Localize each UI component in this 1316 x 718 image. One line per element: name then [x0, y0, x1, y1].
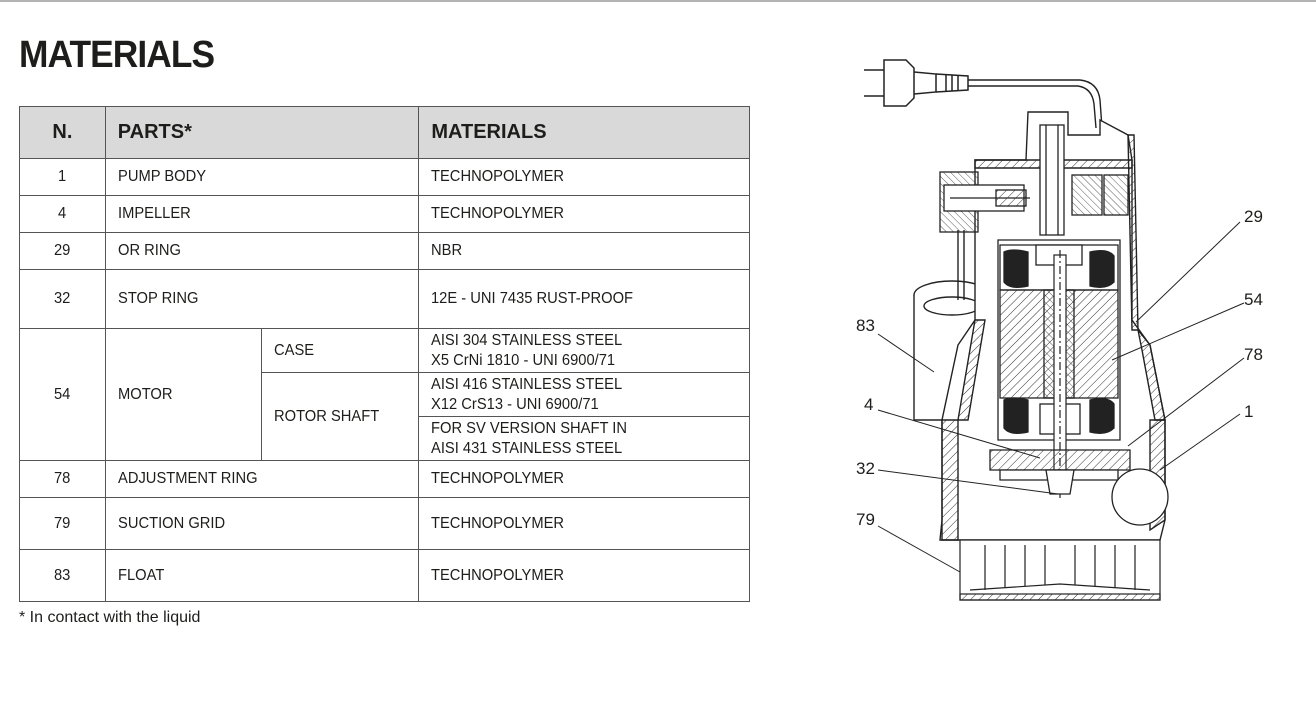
table-row [20, 159, 750, 196]
top-rule [0, 0, 1316, 2]
row-material: TECHNOPOLYMER [419, 550, 750, 602]
row-material: AISI 304 STAINLESS STEEL X5 CrNi 1810 - UNI 6900/71 [419, 329, 750, 373]
row-part: OR RING [105, 233, 419, 270]
table-row [20, 461, 750, 498]
page-title: MATERIALS [19, 34, 215, 76]
row-material: TECHNOPOLYMER [419, 159, 750, 196]
label-54: 54 [1244, 290, 1263, 309]
row-part: STOP RING [105, 270, 419, 329]
table-row [20, 329, 750, 373]
row-number: 4 [20, 196, 106, 233]
row-material: TECHNOPOLYMER [419, 461, 750, 498]
label-1: 1 [1244, 402, 1254, 421]
table-row [20, 233, 750, 270]
header-parts: PARTS* [105, 107, 419, 159]
row-number: 79 [20, 498, 106, 550]
suction-grid [960, 540, 1160, 600]
row-part: IMPELLER [105, 196, 419, 233]
row-number: 29 [20, 233, 106, 270]
table-row [20, 498, 750, 550]
materials-table [19, 106, 750, 602]
row-material: TECHNOPOLYMER [419, 196, 750, 233]
table-row [20, 550, 750, 602]
row-number: 78 [20, 461, 106, 498]
row-part: ADJUSTMENT RING [105, 461, 419, 498]
table-row [20, 270, 750, 329]
header-n: N. [20, 107, 106, 159]
row-material: FOR SV VERSION SHAFT IN AISI 431 STAINLESS STEEL [419, 417, 750, 461]
table-header-row [20, 107, 750, 159]
float-ball [1112, 469, 1168, 525]
label-79: 79 [856, 510, 875, 529]
row-material: TECHNOPOLYMER [419, 498, 750, 550]
row-material: 12E - UNI 7435 RUST-PROOF [419, 270, 750, 329]
row-number: 1 [20, 159, 106, 196]
row-number: 54 [20, 329, 106, 461]
row-number: 83 [20, 550, 106, 602]
row-part: PUMP BODY [105, 159, 419, 196]
label-83: 83 [856, 316, 875, 335]
row-subpart-rotor-shaft: ROTOR SHAFT [262, 373, 419, 461]
row-subpart-case: CASE [262, 329, 419, 373]
power-plug-icon [864, 60, 968, 106]
row-material: AISI 416 STAINLESS STEEL X12 CrS13 - UNI 6900/71 [419, 373, 750, 417]
header-materials: MATERIALS [419, 107, 750, 159]
table-row [20, 196, 750, 233]
label-29: 29 [1244, 207, 1263, 226]
footnote: * In contact with the liquid [19, 609, 201, 626]
row-number: 32 [20, 270, 106, 329]
label-4: 4 [864, 395, 874, 414]
row-part: SUCTION GRID [105, 498, 419, 550]
row-part: MOTOR [105, 329, 262, 461]
label-78: 78 [1244, 345, 1263, 364]
label-32: 32 [856, 459, 875, 478]
pump-cross-section-diagram [846, 50, 1286, 610]
row-part: FLOAT [105, 550, 419, 602]
row-material: NBR [419, 233, 750, 270]
